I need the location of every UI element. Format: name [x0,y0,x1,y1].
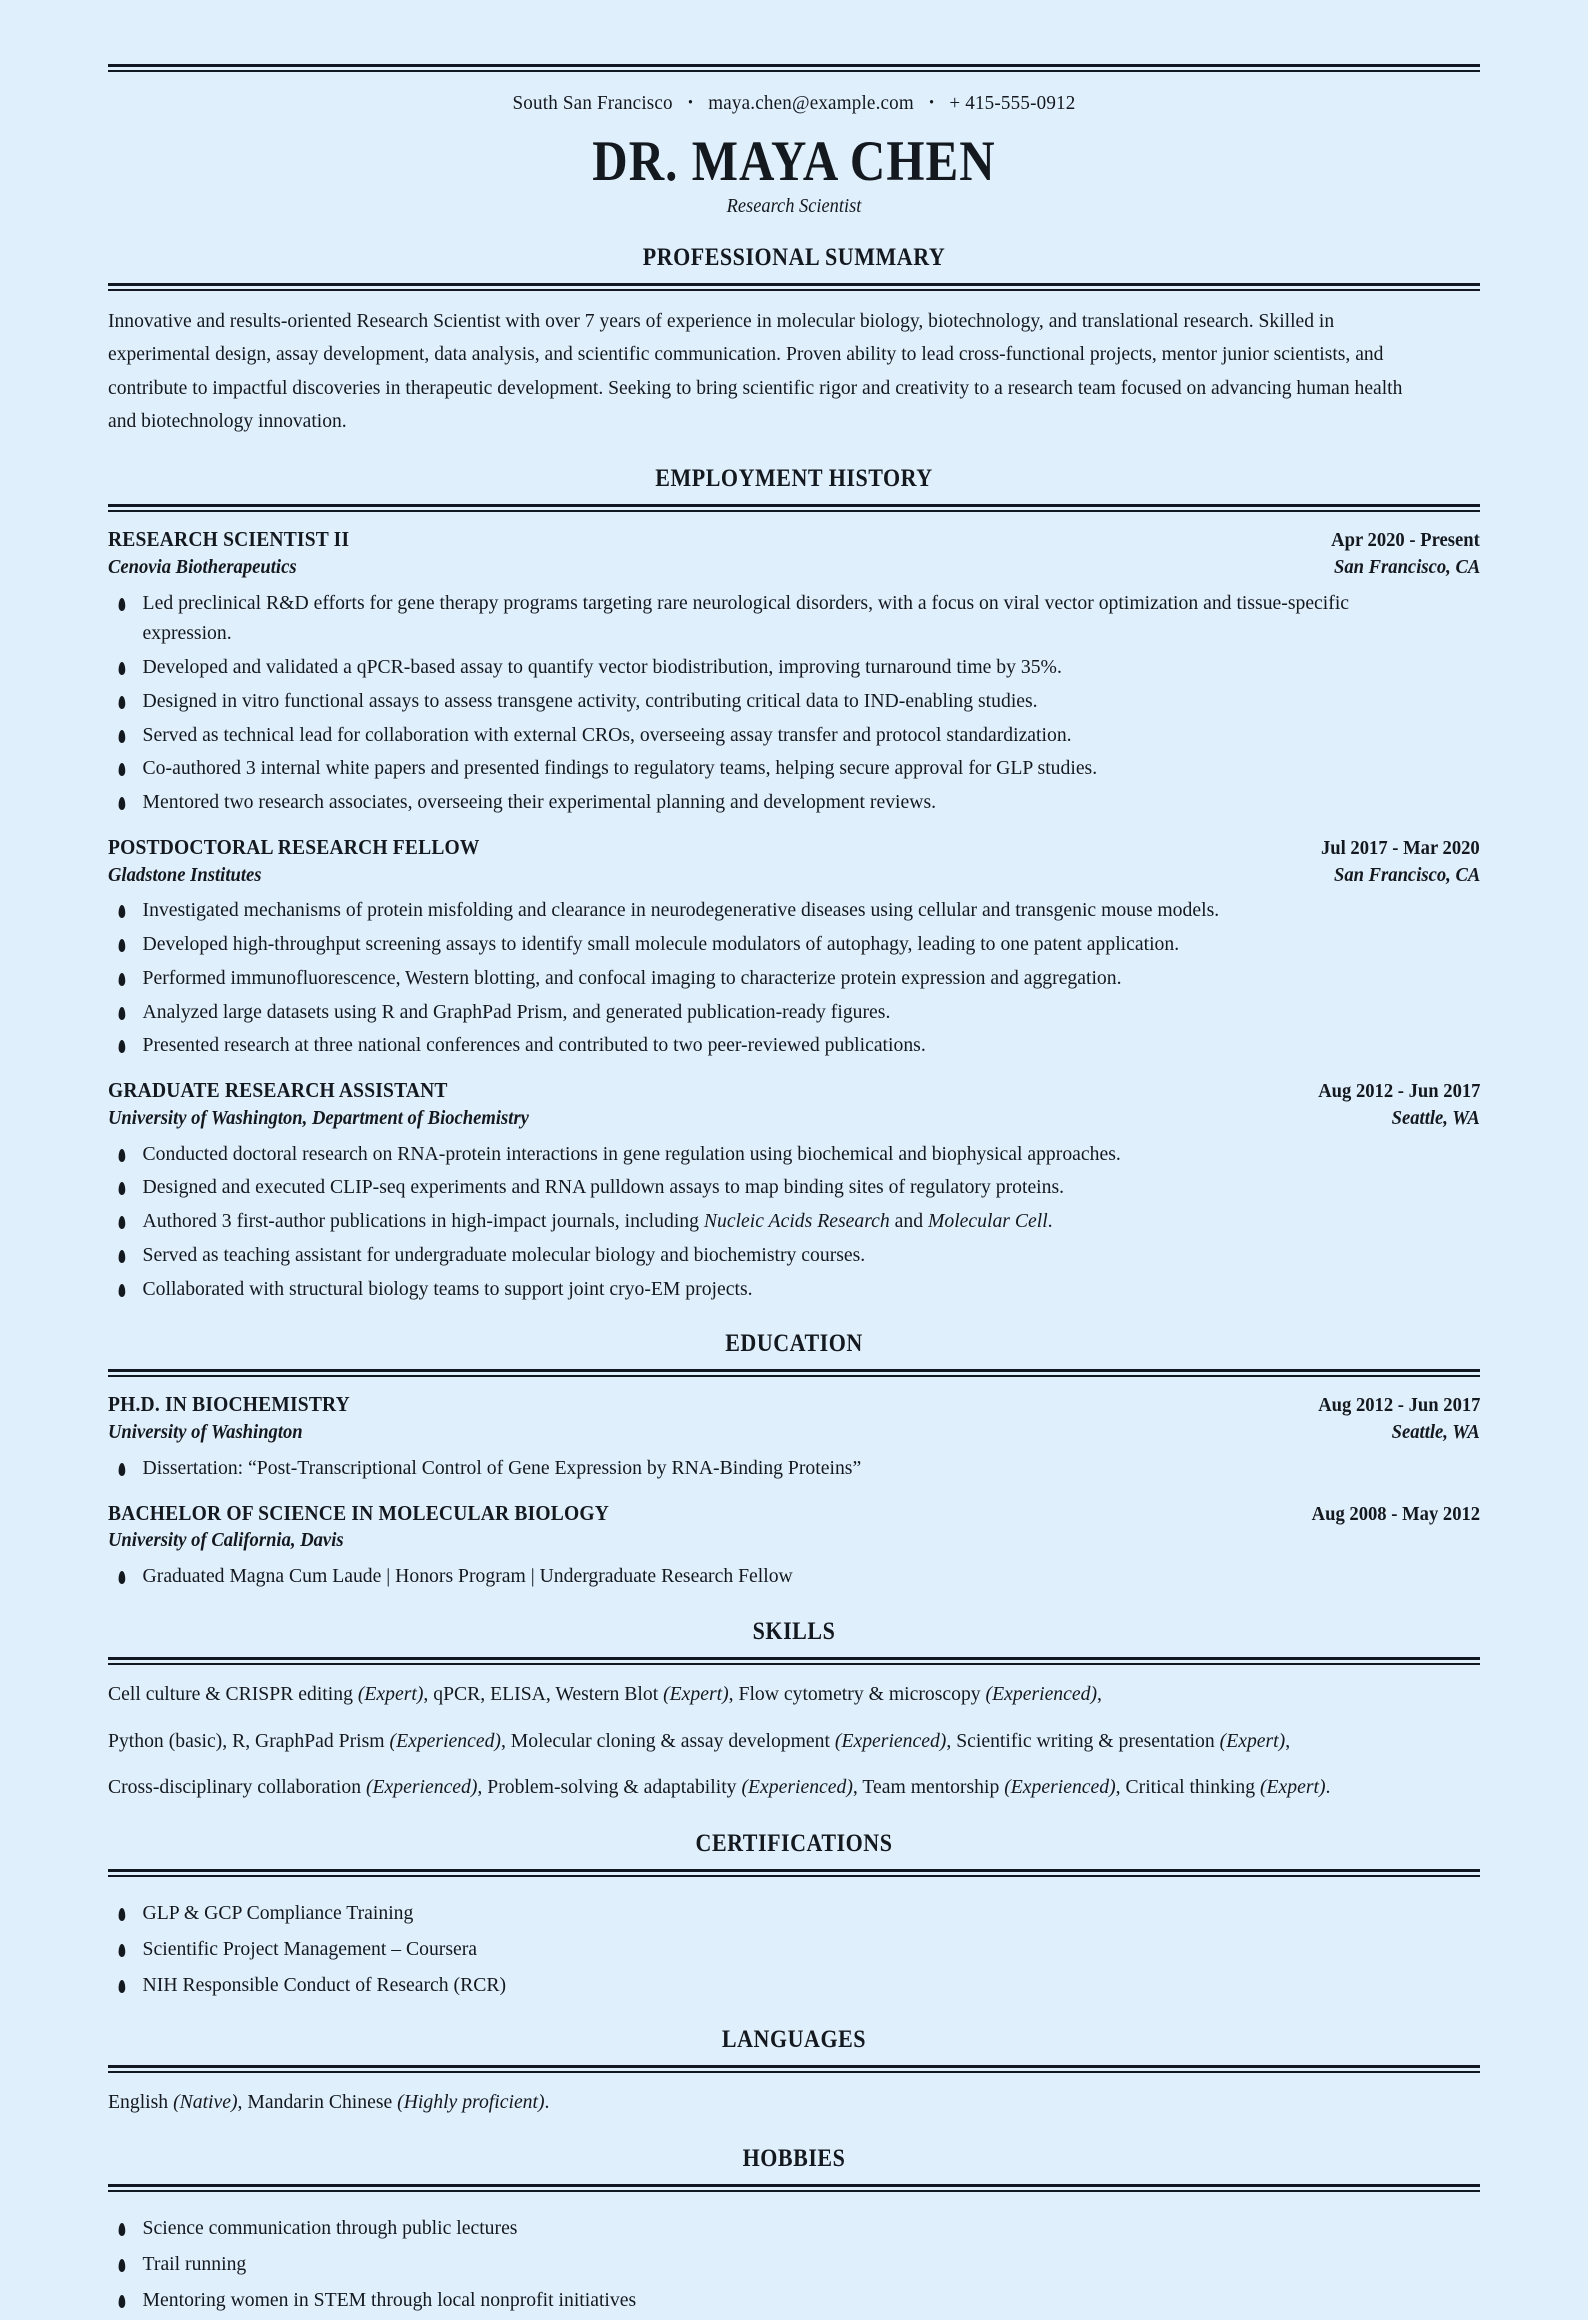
job-organization: Cenovia Biotherapeutics [108,555,297,578]
list-item: Co-authored 3 internal white papers and presented findings to regulatory teams, helping secure approval for GLP studies. [108,753,1425,784]
skill-name: Cross-disciplinary collaboration [108,1776,362,1799]
list-item: Collaborated with structural biology teams to support joint cryo-EM projects. [108,1274,1425,1305]
bullet-separator-icon: • [687,95,694,111]
bullet-text-post: . [1047,1210,1053,1233]
list-item: Investigated mechanisms of protein misfolding and clearance in neurodegenerative diseases using cellular and transgenic mouse models. [108,895,1425,926]
skill-level: (Expert) [663,1682,729,1705]
skill-sep: , [500,1729,511,1752]
skill-name: Cell culture & CRISPR editing [108,1682,353,1705]
list-item [108,1206,1425,1237]
contact-phone[interactable]: + 415-555-0912 [949,92,1076,114]
skill-name: Scientific writing & presentation [956,1729,1215,1752]
job-location: San Francisco, CA [1333,863,1480,886]
job-location: Seattle, WA [1391,1106,1480,1129]
hobbies-list [108,2213,1480,2315]
journal-name: Nucleic Acids Research [703,1210,890,1233]
languages-line [108,2087,1425,2119]
section-divider [108,283,1480,291]
section-skills [108,1618,1480,1804]
skill-level: (Expert) [357,1682,424,1705]
degree-title: PH.D. IN BIOCHEMISTRY [108,1392,350,1417]
job-location: San Francisco, CA [1333,555,1480,578]
list-item: Graduated Magna Cum Laude | Honors Program | Undergraduate Research Fellow [108,1561,1425,1592]
language-name: Mandarin Chinese [247,2091,393,2114]
section-professional-summary [108,244,1480,439]
job-organization: Gladstone Institutes [108,863,262,886]
skill-name: Problem-solving & adaptability [487,1776,737,1799]
skills-line [108,1679,1425,1711]
skill-sep: , [1115,1776,1126,1799]
skill-name: Flow cytometry & microscopy [738,1682,981,1705]
section-hobbies [108,2145,1480,2315]
section-title: LANGUAGES [721,2026,867,2054]
list-item: Developed high-throughput screening assays to identify small molecule modulators of autophagy, leading to one patent application. [108,929,1425,960]
list-item: Designed and executed CLIP-seq experiments and RNA pulldown assays to map binding sites of regulatory proteins. [108,1172,1425,1203]
degree-date-range: Aug 2008 - May 2012 [1311,1502,1480,1525]
skill-sep: , [1097,1682,1102,1705]
section-divider [108,1369,1480,1377]
employment-entry [108,1077,1480,1304]
skill-sep: , [852,1776,863,1799]
skill-level: (Experienced) [985,1682,1098,1705]
list-item: Designed in vitro functional assays to assess transgene activity, contributing critical data to IND-enabling studies. [108,686,1425,717]
education-entry [108,1500,1480,1592]
job-title: POSTDOCTORAL RESEARCH FELLOW [108,834,480,859]
education-entry [108,1391,1480,1483]
bullet-separator-icon: • [929,95,935,111]
section-certifications [108,1830,1480,2000]
skill-level: (Experienced) [389,1729,501,1752]
employment-entry [108,526,1480,818]
skill-level: (Experienced) [1004,1776,1116,1799]
employment-entry [108,834,1480,1061]
job-date-range: Apr 2020 - Present [1331,528,1480,551]
candidate-role: Research Scientist [726,194,862,217]
job-title: GRADUATE RESEARCH ASSISTANT [108,1078,448,1103]
skill-name: qPCR, ELISA, Western Blot [433,1682,659,1705]
language-level: (Native) [173,2091,238,2114]
degree-date-range: Aug 2012 - Jun 2017 [1317,1394,1480,1417]
skill-level: (Experienced) [834,1729,947,1752]
list-item: Mentoring women in STEM through local nonprofit initiatives [108,2285,1425,2316]
list-item: Served as technical lead for collaboration with external CROs, overseeing assay transfer and protocol standardization. [108,720,1425,751]
top-divider [108,64,1480,72]
resume-header [108,92,1480,218]
section-divider [108,1869,1480,1877]
list-item: Analyzed large datasets using R and GraphPad Prism, and generated publication-ready figures. [108,997,1425,1028]
job-organization: University of Washington, Department of Biochemistry [108,1106,529,1129]
list-item: Presented research at three national conferences and contributed to two peer-reviewed publications. [108,1030,1425,1061]
job-date-range: Jul 2017 - Mar 2020 [1321,836,1480,859]
section-title: CERTIFICATIONS [695,1830,893,1858]
contact-location: South San Francisco [512,92,673,114]
skill-name: Python (basic), R, GraphPad Prism [108,1729,385,1752]
list-item: Dissertation: “Post-Transcriptional Control of Gene Expression by RNA-Binding Proteins” [108,1453,1425,1484]
job-date-range: Aug 2012 - Jun 2017 [1317,1080,1480,1103]
skill-sep: , [423,1682,434,1705]
list-item: Mentored two research associates, overseeing their experimental planning and development reviews. [108,787,1425,818]
education-bullet-list [108,1453,1480,1484]
section-title: EDUCATION [725,1330,863,1358]
certifications-list [108,1898,1480,2000]
skill-name: Molecular cloning & assay development [510,1729,830,1752]
job-title: RESEARCH SCIENTIST II [108,526,350,551]
candidate-name: DR. MAYA CHEN [592,130,996,193]
skills-line [108,1726,1425,1758]
job-bullet-list [108,1139,1480,1305]
skill-sep: , [946,1729,957,1752]
list-item: Scientific Project Management – Coursera [108,1934,1425,1965]
skill-name: Critical thinking [1125,1776,1256,1799]
list-item: Conducted doctoral research on RNA-protein interactions in gene regulation using biochemical and biophysical approaches. [108,1139,1425,1170]
skill-sep: . [1325,1776,1331,1799]
school-name: University of California, Davis [108,1529,344,1552]
language-sep: , [237,2091,248,2114]
contact-line [156,92,1432,115]
bullet-text-mid: and [889,1210,928,1233]
list-item: Served as teaching assistant for undergraduate molecular biology and biochemistry courses. [108,1240,1425,1271]
list-item: Developed and validated a qPCR-based assay to quantify vector biodistribution, improving turnaround time by 35%. [108,652,1425,683]
section-employment-history [108,465,1480,1304]
section-education [108,1330,1480,1592]
contact-email[interactable]: maya.chen@example.com [708,92,914,114]
education-bullet-list [108,1561,1480,1592]
language-name: English [108,2091,169,2114]
skill-name: Team mentorship [862,1776,1000,1799]
section-title: PROFESSIONAL SUMMARY [642,243,946,271]
bullet-text-pre: Authored 3 first-author publications in high-impact journals, including [142,1210,704,1233]
section-languages [108,2026,1480,2119]
section-divider [108,1657,1480,1665]
section-title: HOBBIES [742,2145,846,2173]
resume-page [0,64,1588,2315]
journal-name: Molecular Cell [927,1210,1048,1233]
skill-sep: , [728,1682,739,1705]
skill-sep: , [477,1776,488,1799]
language-level: (Highly proficient) [397,2091,545,2114]
skill-level: (Experienced) [741,1776,853,1799]
list-item: NIH Responsible Conduct of Research (RCR) [108,1970,1425,2001]
section-divider [108,504,1480,512]
section-divider [108,2065,1480,2073]
list-item: Led preclinical R&D efforts for gene therapy programs targeting rare neurological disorders, with a focus on viral vector optimization and tissue-specific expression. [108,588,1425,650]
section-title: SKILLS [752,1617,836,1645]
list-item: GLP & GCP Compliance Training [108,1898,1425,1929]
skill-sep: , [1285,1729,1291,1752]
list-item: Science communication through public lectures [108,2213,1425,2244]
skill-level: (Experienced) [365,1776,478,1799]
job-bullet-list [108,588,1480,818]
school-location: Seattle, WA [1391,1421,1480,1444]
school-name: University of Washington [108,1421,303,1444]
skills-line [108,1772,1425,1804]
section-divider [108,2184,1480,2192]
language-sep: . [544,2091,550,2114]
skill-level: (Expert) [1259,1776,1326,1799]
summary-text: Innovative and results-oriented Research Scientist with over 7 years of experience in molecular biology, biotechnology, and translational research. Skilled in experimental design, assay development, data analysis, and scientific communication. Proven ability to lead cross-functional projects, mentor junior scientists, and contribute to impactful discoveries in therapeutic development. Seeking to bring scientific rigor and creativity to a research team focused on advancing human health and biotechnology innovation. [108,309,1403,433]
job-bullet-list [108,895,1480,1061]
skill-level: (Expert) [1219,1729,1286,1752]
list-item: Performed immunofluorescence, Western blotting, and confocal imaging to characterize protein expression and aggregation. [108,963,1425,994]
section-title: EMPLOYMENT HISTORY [655,464,933,492]
degree-title: BACHELOR OF SCIENCE IN MOLECULAR BIOLOGY [108,1500,610,1525]
list-item: Trail running [108,2249,1425,2280]
